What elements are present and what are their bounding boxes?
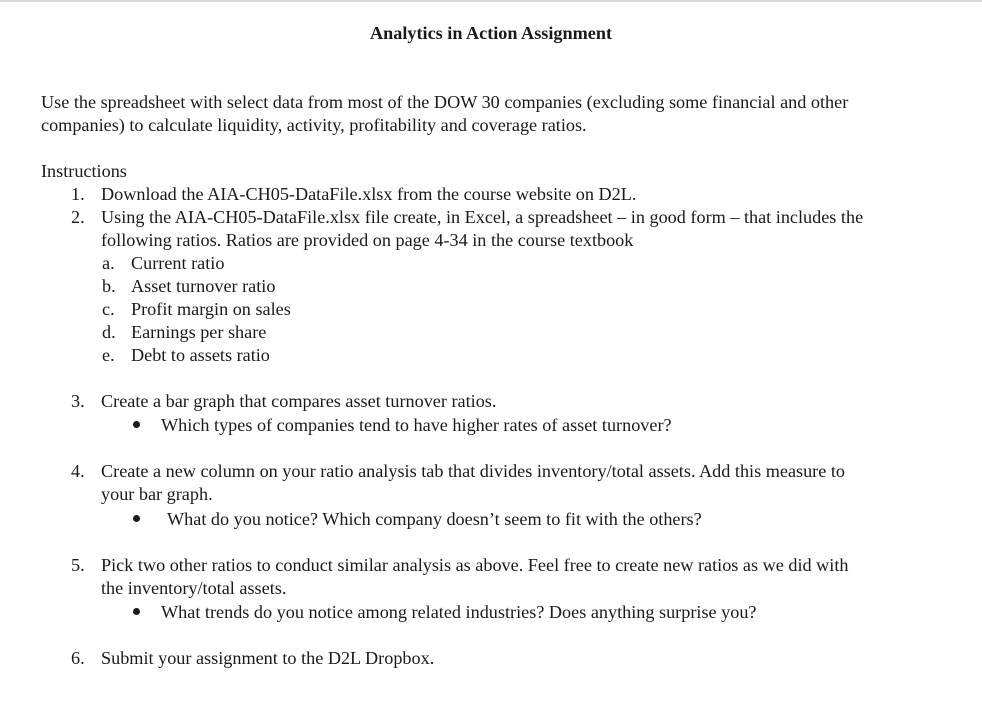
subitem-e-letter: e.	[102, 345, 115, 365]
subitem-c-letter: c.	[102, 299, 115, 319]
item-4-number: 4.	[71, 461, 85, 481]
item-5-number: 5.	[71, 555, 85, 575]
item-5-bullet-text: What trends do you notice among related industries? Does anything surprise you?	[161, 602, 757, 622]
subitem-a-text: Current ratio	[131, 253, 225, 273]
subitem-e-text: Debt to assets ratio	[131, 345, 270, 365]
item-2-line-1: Using the AIA-CH05-DataFile.xlsx file create, in Excel, a spreadsheet – in good form – that includes the	[101, 207, 864, 227]
item-5-line-2: the inventory/total assets.	[101, 578, 287, 598]
subitem-b-letter: b.	[102, 276, 116, 296]
item-4-line-1: Create a new column on your ratio analysis tab that divides inventory/total assets. Add this measure to	[101, 461, 846, 481]
item-4-bullet-icon	[133, 515, 140, 522]
item-4-line-2: your bar graph.	[101, 484, 213, 504]
subitem-a-letter: a.	[102, 253, 115, 273]
subitem-b-text: Asset turnover ratio	[131, 276, 276, 296]
item-5-bullet-icon	[133, 608, 140, 615]
item-1-number: 1.	[71, 184, 85, 204]
intro-line-1: Use the spreadsheet with select data from most of the DOW 30 companies (excluding some financial and other	[41, 92, 849, 112]
instructions-heading: Instructions	[41, 161, 127, 181]
item-5-line-1: Pick two other ratios to conduct similar analysis as above. Feel free to create new ratios as we did with	[101, 555, 849, 575]
item-3-bullet-icon	[133, 421, 140, 428]
subitem-d-letter: d.	[102, 322, 116, 342]
subitem-d-text: Earnings per share	[131, 322, 267, 342]
subitem-c-text: Profit margin on sales	[131, 299, 291, 319]
item-3-line-1: Create a bar graph that compares asset turnover ratios.	[101, 391, 497, 411]
item-3-number: 3.	[71, 391, 85, 411]
item-6-number: 6.	[71, 648, 85, 668]
item-2-line-2: following ratios. Ratios are provided on page 4-34 in the course textbook	[101, 230, 634, 250]
document-title: Analytics in Action Assignment	[369, 23, 613, 43]
item-3-bullet-text: Which types of companies tend to have higher rates of asset turnover?	[161, 415, 672, 435]
item-1-line-1: Download the AIA-CH05-DataFile.xlsx from the course website on D2L.	[101, 184, 637, 204]
intro-line-2: companies) to calculate liquidity, activity, profitability and coverage ratios.	[41, 115, 587, 135]
item-6-line-1: Submit your assignment to the D2L Dropbox.	[101, 648, 435, 668]
item-4-bullet-text: What do you notice? Which company doesn’t seem to fit with the others?	[167, 509, 702, 529]
item-2-number: 2.	[71, 207, 85, 227]
